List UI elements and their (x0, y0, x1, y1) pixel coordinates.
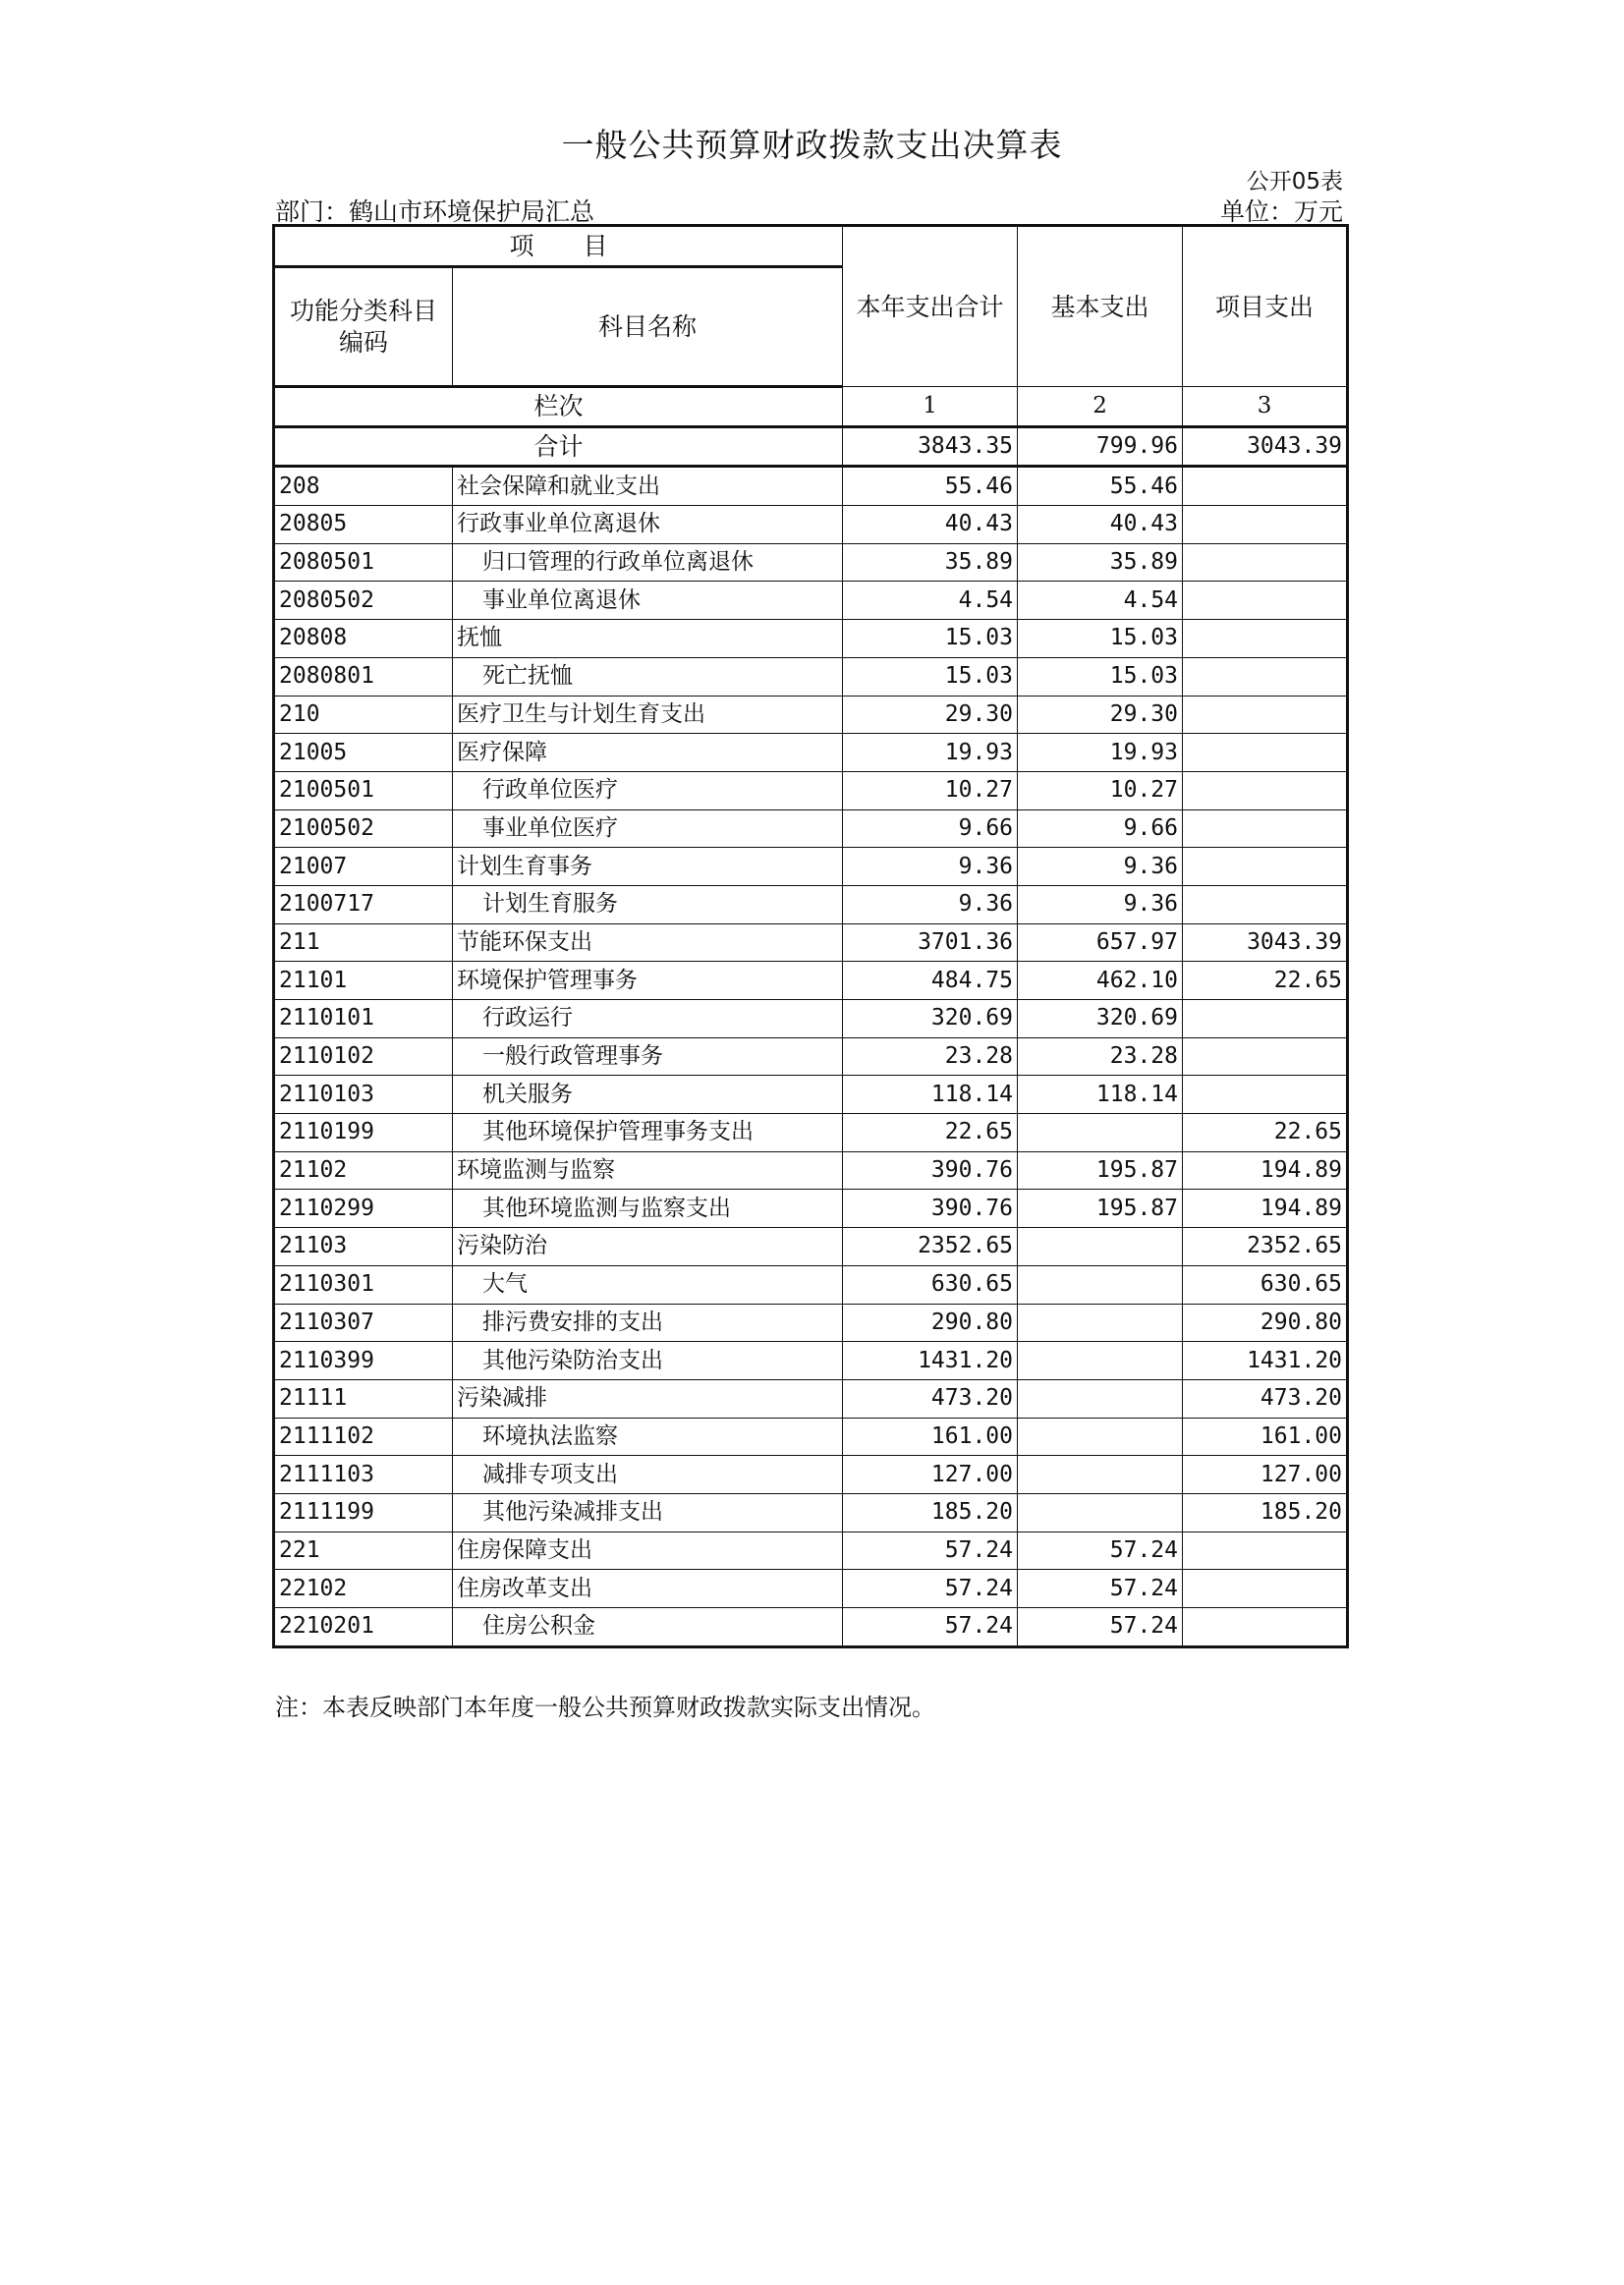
name-cell: 住房公积金 (453, 1608, 843, 1647)
code-cell: 2111199 (274, 1493, 453, 1532)
basic-cell: 23.28 (1018, 1037, 1183, 1076)
total-cell: 40.43 (843, 506, 1018, 544)
table-row (274, 1076, 1348, 1114)
sum-project: 3043.39 (1183, 426, 1348, 467)
total-cell: 57.24 (843, 1570, 1018, 1608)
table-row (274, 1304, 1348, 1342)
total-cell: 630.65 (843, 1265, 1018, 1304)
project-cell: 2352.65 (1183, 1228, 1348, 1266)
header-total: 本年支出合计 (843, 226, 1018, 387)
code-cell: 21005 (274, 734, 453, 772)
total-cell: 22.65 (843, 1114, 1018, 1152)
basic-cell: 15.03 (1018, 657, 1183, 696)
table-row (274, 1190, 1348, 1228)
project-cell (1183, 734, 1348, 772)
name-cell: 归口管理的行政单位离退休 (453, 543, 843, 582)
total-cell: 9.36 (843, 848, 1018, 886)
basic-cell: 57.24 (1018, 1532, 1183, 1570)
name-cell: 环境执法监察 (453, 1418, 843, 1456)
name-cell: 住房改革支出 (453, 1570, 843, 1608)
form-number: 公开05表 (1246, 169, 1343, 195)
basic-cell (1018, 1228, 1183, 1266)
basic-cell (1018, 1304, 1183, 1342)
name-cell: 死亡抚恤 (453, 657, 843, 696)
basic-cell: 118.14 (1018, 1076, 1183, 1114)
project-cell: 194.89 (1183, 1190, 1348, 1228)
total-cell: 390.76 (843, 1151, 1018, 1190)
expenditure-table (272, 224, 1349, 1648)
total-cell: 4.54 (843, 582, 1018, 620)
total-cell: 185.20 (843, 1493, 1018, 1532)
table-row (274, 1342, 1348, 1380)
table-row (274, 1608, 1348, 1647)
project-cell: 185.20 (1183, 1493, 1348, 1532)
project-cell (1183, 1076, 1348, 1114)
project-cell: 127.00 (1183, 1456, 1348, 1494)
name-cell: 住房保障支出 (453, 1532, 843, 1570)
project-cell (1183, 1570, 1348, 1608)
total-cell: 57.24 (843, 1608, 1018, 1647)
name-cell: 行政单位医疗 (453, 771, 843, 809)
column-number-2: 2 (1018, 387, 1183, 427)
name-cell: 排污费安排的支出 (453, 1304, 843, 1342)
basic-cell: 9.36 (1018, 848, 1183, 886)
project-cell (1183, 506, 1348, 544)
table-row (274, 1532, 1348, 1570)
table-row (274, 1456, 1348, 1494)
code-cell: 2110199 (274, 1114, 453, 1152)
code-cell: 21103 (274, 1228, 453, 1266)
total-cell: 57.24 (843, 1532, 1018, 1570)
unit-label: 单位：万元 (1219, 197, 1343, 226)
basic-cell (1018, 1114, 1183, 1152)
code-cell: 2100501 (274, 771, 453, 809)
project-cell (1183, 696, 1348, 734)
name-cell: 大气 (453, 1265, 843, 1304)
basic-cell: 29.30 (1018, 696, 1183, 734)
code-cell: 2080501 (274, 543, 453, 582)
basic-cell: 15.03 (1018, 620, 1183, 658)
total-cell: 118.14 (843, 1076, 1018, 1114)
basic-cell: 195.87 (1018, 1151, 1183, 1190)
name-cell: 行政运行 (453, 1000, 843, 1038)
table-row (274, 1418, 1348, 1456)
total-cell: 15.03 (843, 657, 1018, 696)
name-cell: 环境监测与监察 (453, 1151, 843, 1190)
project-cell (1183, 657, 1348, 696)
total-cell: 320.69 (843, 1000, 1018, 1038)
table-row (274, 543, 1348, 582)
project-cell (1183, 467, 1348, 506)
total-cell: 290.80 (843, 1304, 1018, 1342)
code-cell: 208 (274, 467, 453, 506)
project-cell (1183, 620, 1348, 658)
department-label: 部门：鹤山市环境保护局汇总 (275, 197, 595, 226)
table-row (274, 1000, 1348, 1038)
sum-label: 合计 (274, 426, 843, 467)
table-row (274, 1379, 1348, 1418)
code-cell: 20808 (274, 620, 453, 658)
code-cell: 2100717 (274, 885, 453, 923)
sum-basic: 799.96 (1018, 426, 1183, 467)
code-cell: 2110301 (274, 1265, 453, 1304)
table-row (274, 734, 1348, 772)
total-cell: 19.93 (843, 734, 1018, 772)
name-cell: 事业单位医疗 (453, 809, 843, 848)
table-row (274, 1493, 1348, 1532)
table-row (274, 1228, 1348, 1266)
total-cell: 9.66 (843, 809, 1018, 848)
basic-cell: 9.66 (1018, 809, 1183, 848)
total-cell: 35.89 (843, 543, 1018, 582)
footnote: 注：本表反映部门本年度一般公共预算财政拨款实际支出情况。 (275, 1694, 935, 1721)
total-cell: 390.76 (843, 1190, 1018, 1228)
name-cell: 社会保障和就业支出 (453, 467, 843, 506)
basic-cell (1018, 1456, 1183, 1494)
table-row (274, 506, 1348, 544)
column-number-3: 3 (1183, 387, 1348, 427)
name-cell: 其他环境监测与监察支出 (453, 1190, 843, 1228)
total-cell: 2352.65 (843, 1228, 1018, 1266)
column-number-1: 1 (843, 387, 1018, 427)
basic-cell: 657.97 (1018, 923, 1183, 962)
code-cell: 2110399 (274, 1342, 453, 1380)
name-cell: 事业单位离退休 (453, 582, 843, 620)
basic-cell: 19.93 (1018, 734, 1183, 772)
total-cell: 1431.20 (843, 1342, 1018, 1380)
name-cell: 其他污染减排支出 (453, 1493, 843, 1532)
basic-cell (1018, 1265, 1183, 1304)
project-cell (1183, 1000, 1348, 1038)
code-cell: 2111103 (274, 1456, 453, 1494)
code-cell: 2110103 (274, 1076, 453, 1114)
name-cell: 环境保护管理事务 (453, 962, 843, 1000)
total-cell: 15.03 (843, 620, 1018, 658)
sum-total: 3843.35 (843, 426, 1018, 467)
project-cell (1183, 771, 1348, 809)
code-cell: 221 (274, 1532, 453, 1570)
name-cell: 污染减排 (453, 1379, 843, 1418)
table-row (274, 657, 1348, 696)
code-cell: 2110307 (274, 1304, 453, 1342)
code-cell: 2111102 (274, 1418, 453, 1456)
project-cell (1183, 582, 1348, 620)
code-cell: 22102 (274, 1570, 453, 1608)
project-cell (1183, 885, 1348, 923)
basic-cell: 55.46 (1018, 467, 1183, 506)
total-cell: 23.28 (843, 1037, 1018, 1076)
code-cell: 20805 (274, 506, 453, 544)
project-cell: 473.20 (1183, 1379, 1348, 1418)
basic-cell: 57.24 (1018, 1608, 1183, 1647)
table-row (274, 962, 1348, 1000)
code-cell: 210 (274, 696, 453, 734)
name-cell: 一般行政管理事务 (453, 1037, 843, 1076)
project-cell: 630.65 (1183, 1265, 1348, 1304)
basic-cell: 40.43 (1018, 506, 1183, 544)
project-cell: 290.80 (1183, 1304, 1348, 1342)
code-cell: 21102 (274, 1151, 453, 1190)
basic-cell: 10.27 (1018, 771, 1183, 809)
table-row (274, 467, 1348, 506)
table-row (274, 771, 1348, 809)
code-cell: 211 (274, 923, 453, 962)
total-cell: 484.75 (843, 962, 1018, 1000)
basic-cell: 4.54 (1018, 582, 1183, 620)
project-cell: 194.89 (1183, 1151, 1348, 1190)
total-cell: 3701.36 (843, 923, 1018, 962)
table-row (274, 1151, 1348, 1190)
name-cell: 计划生育事务 (453, 848, 843, 886)
total-cell: 9.36 (843, 885, 1018, 923)
table-row (274, 1570, 1348, 1608)
table-row (274, 809, 1348, 848)
name-cell: 其他环境保护管理事务支出 (453, 1114, 843, 1152)
project-cell: 22.65 (1183, 962, 1348, 1000)
basic-cell: 9.36 (1018, 885, 1183, 923)
project-cell (1183, 1532, 1348, 1570)
table-row (274, 582, 1348, 620)
project-cell (1183, 1608, 1348, 1647)
code-cell: 2110101 (274, 1000, 453, 1038)
code-cell: 2110299 (274, 1190, 453, 1228)
table-row (274, 696, 1348, 734)
total-cell: 55.46 (843, 467, 1018, 506)
name-cell: 机关服务 (453, 1076, 843, 1114)
table-row (274, 1265, 1348, 1304)
table-row (274, 923, 1348, 962)
basic-cell (1018, 1379, 1183, 1418)
project-cell (1183, 543, 1348, 582)
code-cell: 21007 (274, 848, 453, 886)
total-cell: 29.30 (843, 696, 1018, 734)
name-cell: 行政事业单位离退休 (453, 506, 843, 544)
project-cell: 161.00 (1183, 1418, 1348, 1456)
table-row (274, 620, 1348, 658)
table-row (274, 1037, 1348, 1076)
column-number-label: 栏次 (274, 387, 843, 427)
code-cell: 2080502 (274, 582, 453, 620)
project-cell (1183, 809, 1348, 848)
header-basic: 基本支出 (1018, 226, 1183, 387)
table-row (274, 848, 1348, 886)
name-cell: 抚恤 (453, 620, 843, 658)
project-cell (1183, 1037, 1348, 1076)
total-cell: 10.27 (843, 771, 1018, 809)
header-name: 科目名称 (453, 267, 843, 387)
project-cell: 1431.20 (1183, 1342, 1348, 1380)
name-cell: 节能环保支出 (453, 923, 843, 962)
code-cell: 2080801 (274, 657, 453, 696)
name-cell: 减排专项支出 (453, 1456, 843, 1494)
project-cell: 3043.39 (1183, 923, 1348, 962)
name-cell: 污染防治 (453, 1228, 843, 1266)
header-code: 功能分类科目编码 (274, 267, 453, 387)
project-cell (1183, 848, 1348, 886)
basic-cell (1018, 1418, 1183, 1456)
basic-cell: 320.69 (1018, 1000, 1183, 1038)
basic-cell (1018, 1342, 1183, 1380)
code-cell: 2100502 (274, 809, 453, 848)
table-row (274, 1114, 1348, 1152)
name-cell: 计划生育服务 (453, 885, 843, 923)
code-cell: 21101 (274, 962, 453, 1000)
page-title: 一般公共预算财政拨款支出决算表 (561, 126, 1063, 164)
basic-cell: 35.89 (1018, 543, 1183, 582)
code-cell: 2210201 (274, 1608, 453, 1647)
header-item: 项 目 (274, 226, 843, 267)
name-cell: 医疗卫生与计划生育支出 (453, 696, 843, 734)
basic-cell: 195.87 (1018, 1190, 1183, 1228)
total-cell: 473.20 (843, 1379, 1018, 1418)
code-cell: 21111 (274, 1379, 453, 1418)
basic-cell: 462.10 (1018, 962, 1183, 1000)
header-project: 项目支出 (1183, 226, 1348, 387)
basic-cell (1018, 1493, 1183, 1532)
basic-cell: 57.24 (1018, 1570, 1183, 1608)
code-cell: 2110102 (274, 1037, 453, 1076)
table-row (274, 885, 1348, 923)
total-cell: 127.00 (843, 1456, 1018, 1494)
name-cell: 其他污染防治支出 (453, 1342, 843, 1380)
total-cell: 161.00 (843, 1418, 1018, 1456)
project-cell: 22.65 (1183, 1114, 1348, 1152)
name-cell: 医疗保障 (453, 734, 843, 772)
